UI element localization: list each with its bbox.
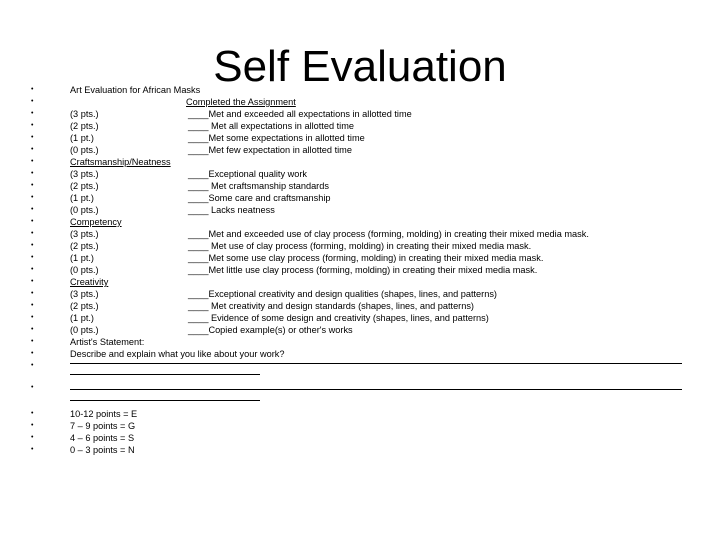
grade-scale-item: 0 – 3 points = N (70, 445, 135, 455)
bullet-marker: • (31, 122, 34, 129)
bullet-marker: • (31, 98, 34, 105)
criteria-row (0, 144, 720, 156)
criteria-description: ____ Met all expectations in allotted time (188, 121, 354, 131)
bullet-marker: • (31, 446, 34, 453)
bullet-marker: • (31, 110, 34, 117)
criteria-description: ____Met and exceeded use of clay process (forming, molding) in creating their mixed media mask. (188, 229, 589, 239)
criteria-description: ____Exceptional quality work (188, 169, 307, 179)
bullet-marker: • (31, 278, 34, 285)
answer-line (70, 374, 260, 375)
criteria-row (0, 192, 720, 204)
answer-lines-block-1 (0, 360, 720, 384)
points-label: (1 pt.) (70, 193, 94, 203)
grade-row (0, 444, 720, 456)
bullet-marker: • (31, 254, 34, 261)
points-label: (0 pts.) (70, 205, 99, 215)
bullet-marker: • (31, 422, 34, 429)
points-label: (1 pt.) (70, 133, 94, 143)
criteria-row (0, 252, 720, 264)
evaluation-document (0, 84, 720, 456)
document-heading-row (0, 84, 720, 96)
bullet-marker: • (31, 230, 34, 237)
bullet-marker: • (31, 194, 34, 201)
criteria-row (0, 300, 720, 312)
bullet-marker: • (31, 350, 34, 357)
bullet-marker: • (31, 158, 34, 165)
section-heading-row (0, 96, 720, 108)
criteria-description: ____Met little use clay process (forming, molding) in creating their mixed media mask. (188, 265, 538, 275)
criteria-description: ____Met few expectation in allotted time (188, 145, 352, 155)
criteria-description: ____Copied example(s) or other's works (188, 325, 353, 335)
criteria-description: ____Exceptional creativity and design qualities (shapes, lines, and patterns) (188, 289, 497, 299)
section-heading-competency: Competency (70, 217, 122, 227)
points-label: (2 pts.) (70, 121, 99, 131)
criteria-row (0, 312, 720, 324)
answer-line (70, 389, 682, 390)
criteria-description: ____Met some expectations in allotted time (188, 133, 365, 143)
criteria-description: ____Met and exceeded all expectations in allotted time (188, 109, 412, 119)
answer-line (70, 363, 682, 364)
bullet-marker: • (31, 182, 34, 189)
statement-label-row (0, 336, 720, 348)
section-heading-row (0, 216, 720, 228)
grade-scale-item: 7 – 9 points = G (70, 421, 136, 431)
bullet-marker: • (31, 434, 34, 441)
criteria-row (0, 120, 720, 132)
grade-row (0, 408, 720, 420)
bullet-marker: • (31, 242, 34, 249)
bullet-marker: • (31, 410, 34, 417)
criteria-description: ____Some care and craftsmanship (188, 193, 331, 203)
points-label: (0 pts.) (70, 145, 99, 155)
points-label: (3 pts.) (70, 169, 99, 179)
bullet-marker: • (31, 326, 34, 333)
points-label: (3 pts.) (70, 229, 99, 239)
answer-lines-block-2 (0, 384, 720, 408)
answer-line (70, 400, 260, 401)
grade-row (0, 420, 720, 432)
criteria-description: ____ Met creativity and design standards (shapes, lines, and patterns) (188, 301, 474, 311)
bullet-marker: • (31, 290, 34, 297)
criteria-row (0, 264, 720, 276)
points-label: (1 pt.) (70, 253, 94, 263)
section-heading-creativity: Creativity (70, 277, 109, 287)
criteria-row (0, 288, 720, 300)
bullet-marker: • (31, 362, 34, 369)
criteria-description: ____ Met use of clay process (forming, molding) in creating their mixed media mask. (188, 241, 532, 251)
page-title: Self Evaluation (213, 42, 507, 91)
criteria-row (0, 132, 720, 144)
bullet-marker: • (31, 218, 34, 225)
bullet-marker: • (31, 314, 34, 321)
criteria-row (0, 240, 720, 252)
points-label: (3 pts.) (70, 289, 99, 299)
criteria-description: ____ Evidence of some design and creativity (shapes, lines, and patterns) (188, 313, 489, 323)
grade-scale-item: 10-12 points = E (70, 409, 138, 419)
criteria-row (0, 228, 720, 240)
criteria-row (0, 180, 720, 192)
bullet-marker: • (31, 134, 34, 141)
criteria-row (0, 204, 720, 216)
document-heading: Art Evaluation for African Masks (70, 85, 201, 95)
points-label: (3 pts.) (70, 109, 99, 119)
criteria-row (0, 108, 720, 120)
section-heading-row (0, 276, 720, 288)
criteria-description: ____ Met craftsmanship standards (188, 181, 329, 191)
bullet-marker: • (31, 206, 34, 213)
grade-scale-item: 4 – 6 points = S (70, 433, 135, 443)
criteria-row (0, 168, 720, 180)
statement-label: Artist's Statement: (70, 337, 145, 347)
section-heading-row (0, 156, 720, 168)
section-heading-assignment: Completed the Assignment (186, 97, 296, 107)
criteria-description: ____ Lacks neatness (188, 205, 275, 215)
points-label: (2 pts.) (70, 241, 99, 251)
bullet-marker: • (31, 302, 34, 309)
bullet-marker: • (31, 384, 34, 391)
bullet-marker: • (31, 86, 34, 93)
statement-prompt: Describe and explain what you like about your work? (70, 349, 285, 359)
points-label: (1 pt.) (70, 313, 94, 323)
bullet-marker: • (31, 170, 34, 177)
points-label: (0 pts.) (70, 325, 99, 335)
criteria-row (0, 324, 720, 336)
points-label: (2 pts.) (70, 301, 99, 311)
bullet-marker: • (31, 146, 34, 153)
bullet-marker: • (31, 338, 34, 345)
bullet-marker: • (31, 266, 34, 273)
points-label: (0 pts.) (70, 265, 99, 275)
grade-row (0, 432, 720, 444)
section-heading-craftsmanship: Craftsmanship/Neatness (70, 157, 171, 167)
statement-prompt-row (0, 348, 720, 360)
points-label: (2 pts.) (70, 181, 99, 191)
criteria-description: ____Met some use clay process (forming, molding) in creating their mixed media mask. (188, 253, 544, 263)
